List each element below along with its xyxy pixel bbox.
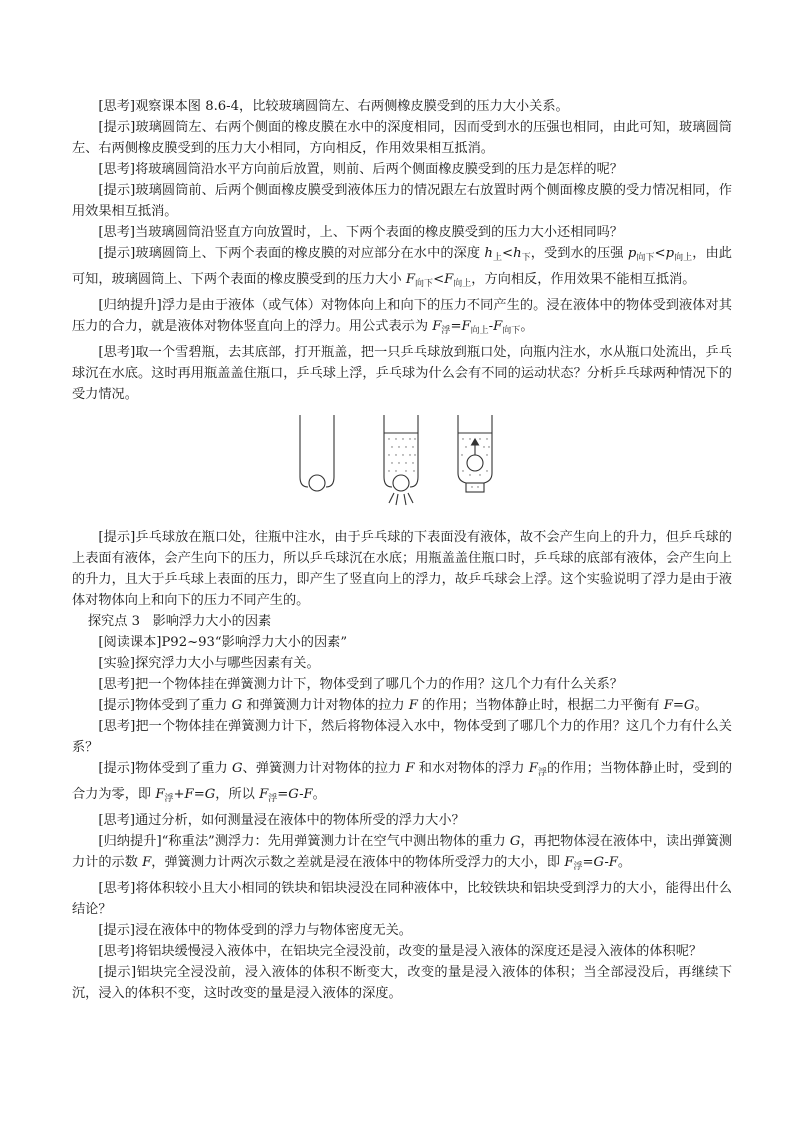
paragraph-think-pingpong: [思考]取一个雪碧瓶，去其底部，打开瓶盖，把一只乒乓球放到瓶口处，向瓶内注水，水从瓶口处流出，乒乓球沉在水底。这时再用瓶盖盖住瓶口，乒乓球上浮，乒乓球为什么会有不同的运动状态？分析乒乓球两种情况下的受力情况。 bbox=[72, 345, 732, 402]
paragraph-think-1: [思考]观察课本图 8.6-4，比较玻璃圆筒左、右两侧橡皮膜受到的压力大小关系。 bbox=[98, 99, 569, 114]
paragraph-read: [阅读课本]P92~93“影响浮力大小的因素” bbox=[98, 635, 348, 650]
bottle-leaking bbox=[384, 415, 418, 505]
paragraph-think-spring: [思考]把一个物体挂在弹簧测力计下，物体受到了哪几个力的作用？这几个力有什么关系？ bbox=[98, 677, 623, 692]
section-heading-3: 探究点 3 影响浮力大小的因素 bbox=[87, 614, 272, 629]
paragraph-summary-2: [归纳提升]“称重法”测浮力：先用弹簧测力计在空气中测出物体的重力 G，再把物体浸在液体中，读出弹簧测力计的示数 F，弹簧测力计两次示数之差就是浸在液体中的物体所受浮力的大小，即 $F_浮=G-F$。 bbox=[72, 834, 733, 872]
paragraph-hint-water: [提示]物体受到了重力 G、弹簧测力计对物体的拉力 F 和水对物体的浮力 $F_浮$的作用；当物体静止时，受到的合力为零，即 $F_浮+F=G$，所以 $F_浮=G-F$。 bbox=[72, 761, 733, 804]
paragraph-think-measure: [思考]通过分析，如何测量浸在液体中的物体所受的浮力大小？ bbox=[98, 813, 465, 828]
paragraph-think-water: [思考]把一个物体挂在弹簧测力计下，然后将物体浸入水中，物体受到了哪几个力的作用？这几个力有什么关系？ bbox=[72, 719, 732, 755]
paragraph-hint-pingpong: [提示]乒乓球放在瓶口处，往瓶中注水，由于乒乓球的下表面没有液体，故不会产生向上的升力，但乒乓球的上表面有液体，会产生向下的压力，所以乒乓球沉在水底；用瓶盖盖住瓶口时，乒乓球的底部有液体，会产生向上的升力，且大于乒乓球上表面的压力，即产生了竖直向上的浮力，故乒乓球会上浮。这个实验说明了浮力是由于液体对物体向上和向下的压力不同产生的。 bbox=[72, 530, 732, 608]
paragraph-summary-1: [归纳提升]浮力是由于液体（或气体）对物体向上和向下的压力不同产生的。浸在液体中的物体受到液体对其压力的合力，就是液体对物体竖直向上的浮力。用公式表示为 $F_浮=F_{向上}-F_{向下}$。 bbox=[72, 298, 732, 336]
paragraph-think-aluminum: [思考]将铝块缓慢浸入液体中，在铝块完全浸没前，改变的量是浸入液体的深度还是浸入液体的体积呢？ bbox=[98, 944, 703, 959]
paragraph-think-3: [思考]当玻璃圆筒沿竖直方向放置时，上、下两个表面的橡皮膜受到的压力大小还相同吗？ bbox=[98, 225, 623, 240]
bottle-capped bbox=[458, 415, 492, 492]
bottle-empty bbox=[300, 415, 334, 491]
paragraph-think-iron: [思考]将体积较小且大小相同的铁块和铝块浸没在同种液体中，比较铁块和铝块受到浮力的大小，能得出什么结论？ bbox=[72, 881, 732, 917]
paragraph-hint-spring: [提示]物体受到了重力 G 和弹簧测力计对物体的拉力 F 的作用；当物体静止时，根据二力平衡有 F=G。 bbox=[98, 698, 708, 713]
paragraph-hint-2: [提示]玻璃圆筒前、后两个侧面橡皮膜受到液体压力的情况跟左右放置时两个侧面橡皮膜的受力情况相同，作用效果相互抵消。 bbox=[72, 183, 732, 219]
paragraph-experiment: [实验]探究浮力大小与哪些因素有关。 bbox=[98, 656, 320, 671]
paragraph-hint-1: [提示]玻璃圆筒左、右两个侧面的橡皮膜在水中的深度相同，因而受到水的压强也相同，由此可知，玻璃圆筒左、右两侧橡皮膜受到的压力大小相同，方向相反，作用效果相互抵消。 bbox=[72, 120, 732, 156]
bottle-experiment-figure bbox=[72, 411, 732, 519]
paragraph-hint-iron: [提示]浸在液体中的物体受到的浮力与物体密度无关。 bbox=[98, 923, 412, 938]
bottle-diagram bbox=[290, 411, 510, 515]
paragraph-hint-depth: [提示]玻璃圆筒上、下两个表面的橡皮膜的对应部分在水中的深度 $h_上<h_下$，受到水的压强 $p_{向下}<p_{向上}$，由此可知，玻璃圆筒上、下两个表面的橡皮膜受到的压力大小 $F_{向下}<F_{向上}$，方向相反，作用效果不能相互抵消。 bbox=[72, 246, 732, 289]
document-page bbox=[72, 96, 732, 1004]
paragraph-think-2: [思考]将玻璃圆筒沿水平方向前后放置，则前、后两个侧面橡皮膜受到的压力是怎样的呢？ bbox=[98, 162, 623, 177]
paragraph-hint-aluminum: [提示]铝块完全浸没前，浸入液体的体积不断变大，改变的量是浸入液体的体积；当全部浸没后，再继续下沉，浸入的体积不变，这时改变的量是浸入液体的深度。 bbox=[72, 965, 732, 1001]
